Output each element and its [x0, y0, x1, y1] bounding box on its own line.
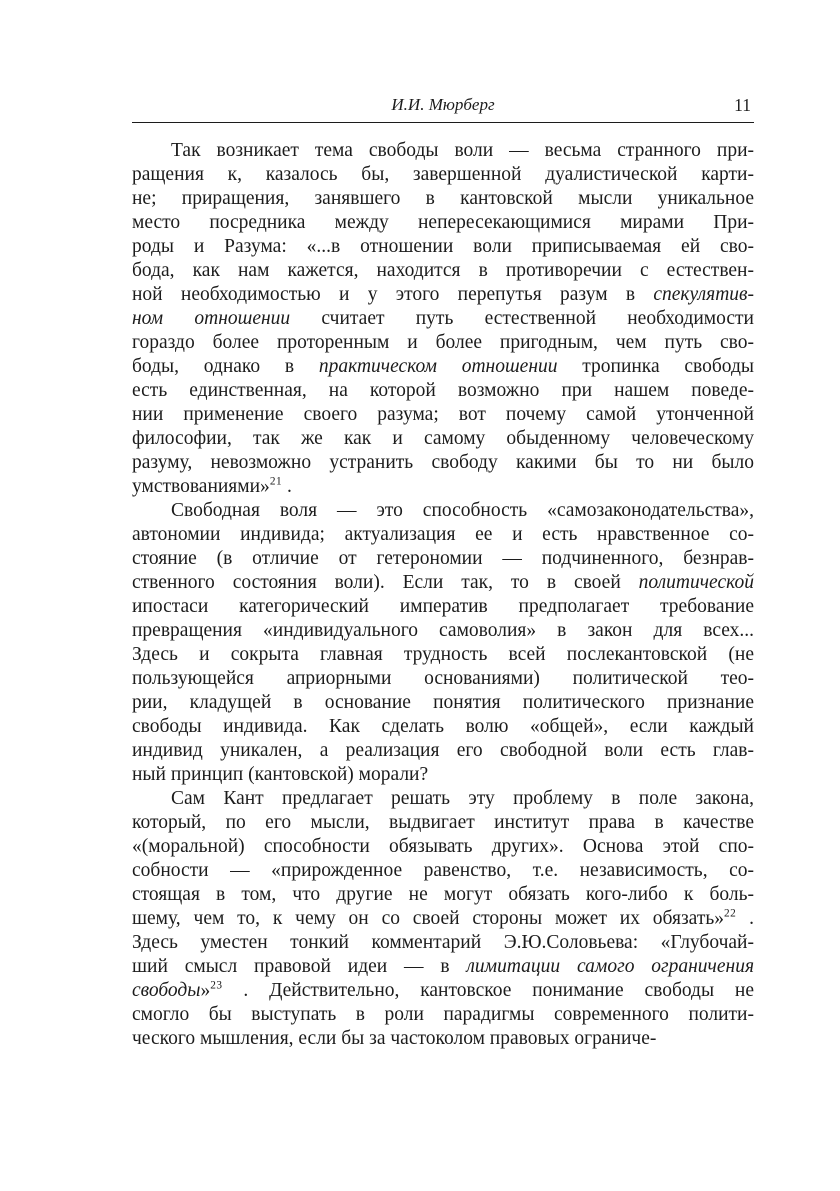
text-line [132, 307, 754, 331]
text-line [132, 547, 754, 571]
text-run: ческого мышления, если бы за частоколом правовых ограниче- [132, 1028, 657, 1049]
text-run: ший смысл правовой идеи — в [132, 956, 467, 977]
text-line [132, 235, 754, 259]
text-line [132, 715, 754, 739]
text-run: политической [638, 572, 754, 593]
text-line [132, 595, 754, 619]
text-run: свободы индивида. Как сделать волю «общей», если каждый [132, 716, 754, 737]
text-run: ращения к, казалось бы, завершенной дуалистической карти- [132, 164, 754, 185]
body-text [132, 139, 754, 1051]
text-run: ный принцип (кантовской) морали? [132, 764, 429, 785]
text-line [132, 403, 754, 427]
text-run: превращения «индивидуального самоволия» в закон для всех... [132, 620, 754, 641]
text-run: не; приращения, занявшего в кантовской мысли уникальное [132, 188, 754, 209]
text-line [132, 979, 754, 1003]
text-run: Свободная воля — это способность «самозаконодательства», [171, 500, 754, 521]
text-run: . [736, 908, 755, 929]
text-line [132, 763, 754, 787]
text-run: Здесь уместен тонкий комментарий Э.Ю.Соловьева: «Глубочай- [132, 932, 754, 953]
text-line [132, 379, 754, 403]
footnote-ref: 21 [269, 475, 283, 488]
text-line [132, 187, 754, 211]
text-run: бода, как нам кажется, находится в противоречии с естествен- [132, 260, 754, 281]
text-line [132, 331, 754, 355]
text-line [132, 739, 754, 763]
text-run: шему, чем то, к чему он со своей стороны может их обязать» [132, 908, 724, 929]
footnote-ref: 23 [210, 979, 223, 992]
text-run: . [282, 476, 292, 497]
text-line [132, 691, 754, 715]
text-run: тропинка свободы [557, 356, 754, 377]
text-run: философии, так же как и самому обыденному человеческому [132, 428, 754, 449]
text-line [132, 1027, 754, 1051]
text-line [132, 955, 754, 979]
text-run: боды, однако в [132, 356, 319, 377]
text-run: место посредника между непересекающимися мирами При- [132, 212, 754, 233]
text-run: собности — «прирожденное равенство, т.е. независимость, со- [132, 860, 754, 881]
text-run: Сам Кант предлагает решать эту проблему в поле закона, [171, 788, 754, 809]
text-line [132, 1003, 754, 1027]
text-run: лимитации самого ограничения [466, 956, 755, 977]
text-line [132, 355, 754, 379]
text-line [132, 451, 754, 475]
paragraph [132, 787, 754, 1051]
text-line [132, 499, 754, 523]
text-run: ственного состояния воли). Если так, то в своей [132, 572, 639, 593]
text-run: ной необходимостью и у этого перепутья разум в [132, 284, 654, 305]
text-run: индивид уникален, а реализация его свободной воли есть глав- [132, 740, 754, 761]
text-run: стоящая в том, что другие не могут обязать кого-либо к боль- [132, 884, 754, 905]
text-run: свободы [132, 980, 201, 1001]
text-run: нии применение своего разума; вот почему самой утонченной [132, 404, 754, 425]
text-line [132, 283, 754, 307]
text-run: пользующейся априорными основаниями) политической тео- [132, 668, 754, 689]
page-number: 11 [734, 95, 751, 115]
text-line [132, 427, 754, 451]
text-run: практическом отношении [318, 356, 558, 377]
text-run: роды и Разума: «...в отношении воли приписываемая ей сво- [132, 236, 754, 257]
text-run: «(моральной) способности обязывать других». Основа этой спо- [132, 836, 754, 857]
page-header [132, 95, 754, 123]
text-run: . Действительно, кантовское понимание свободы не [222, 980, 754, 1001]
text-run: который, по его мысли, выдвигает институт права в качестве [132, 812, 754, 833]
text-line [132, 667, 754, 691]
text-run: умствованиями» [132, 476, 270, 497]
text-line [132, 907, 754, 931]
text-line [132, 163, 754, 187]
text-run: есть единственная, на которой возможно при нашем поведе- [132, 380, 754, 401]
text-line [132, 859, 754, 883]
text-run: Здесь и сокрыта главная трудность всей послекантовской (не [132, 644, 754, 665]
text-run: спекулятив- [653, 284, 754, 305]
text-run: Так возникает тема свободы воли — весьма странного при- [171, 140, 754, 161]
text-run: считает путь естественной необходимости [290, 308, 754, 329]
text-line [132, 643, 754, 667]
text-line [132, 475, 754, 499]
text-line [132, 571, 754, 595]
footnote-ref: 22 [724, 907, 737, 920]
running-head-author: И.И. Мюрберг [391, 95, 495, 114]
paragraph [132, 139, 754, 499]
text-line [132, 523, 754, 547]
text-run: автономии индивида; актуализация ее и есть нравственное со- [132, 524, 754, 545]
text-run: » [200, 980, 211, 1001]
text-line [132, 835, 754, 859]
text-line [132, 811, 754, 835]
text-line [132, 259, 754, 283]
text-line [132, 211, 754, 235]
text-line [132, 139, 754, 163]
text-run: ипостаси категорический императив предполагает требование [132, 596, 754, 617]
text-line [132, 787, 754, 811]
text-run: смогло бы выступать в роли парадигмы современного полити- [132, 1004, 754, 1025]
text-run: разуму, невозможно устранить свободу какими бы то ни было [132, 452, 754, 473]
text-line [132, 619, 754, 643]
text-run: рии, кладущей в основание понятия политического признание [132, 692, 754, 713]
text-run: гораздо более проторенным и более пригодным, чем путь сво- [132, 332, 754, 353]
text-line [132, 883, 754, 907]
text-line [132, 931, 754, 955]
text-run: стояние (в отличие от гетерономии — подчиненного, безнрав- [132, 548, 754, 569]
paragraph [132, 499, 754, 787]
text-run: ном отношении [132, 308, 291, 329]
